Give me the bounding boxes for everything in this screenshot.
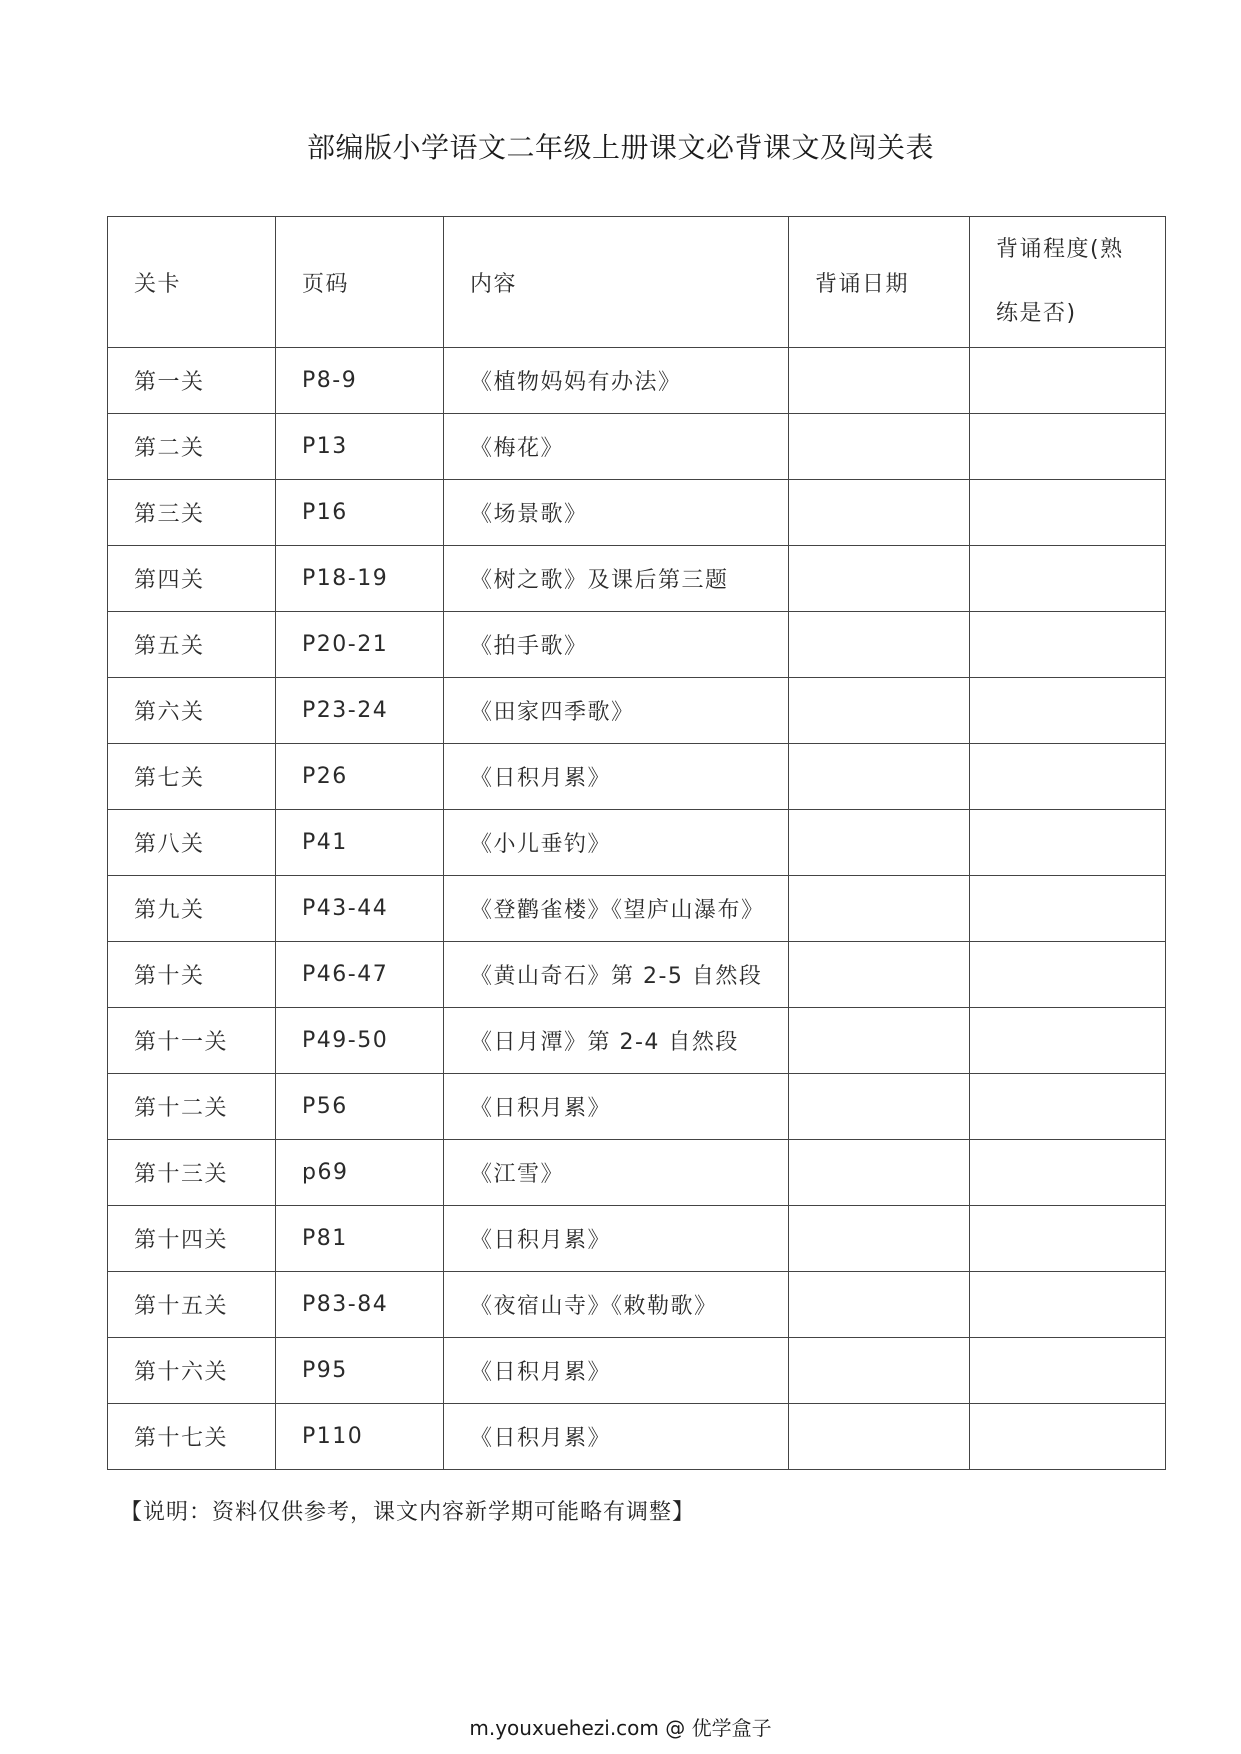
cell-page: P95 — [276, 1338, 444, 1404]
cell-recite-date — [789, 480, 970, 546]
cell-recite-proficiency — [970, 1404, 1166, 1470]
table-row — [108, 942, 1166, 1008]
header-recite-proficiency: 背诵程度(熟练是否) — [970, 217, 1166, 348]
cell-recite-proficiency — [970, 612, 1166, 678]
cell-content: 《拍手歌》 — [444, 612, 789, 678]
cell-recite-proficiency — [970, 414, 1166, 480]
header-page: 页码 — [276, 217, 444, 348]
cell-page: P13 — [276, 414, 444, 480]
cell-content: 《小儿垂钓》 — [444, 810, 789, 876]
cell-level: 第十三关 — [108, 1140, 276, 1206]
table-row — [108, 480, 1166, 546]
cell-content: 《日月潭》第 2-4 自然段 — [444, 1008, 789, 1074]
cell-page: P81 — [276, 1206, 444, 1272]
table-header-row — [108, 217, 1166, 348]
table-row — [108, 546, 1166, 612]
header-content: 内容 — [444, 217, 789, 348]
cell-page: p69 — [276, 1140, 444, 1206]
table-row — [108, 678, 1166, 744]
cell-recite-date — [789, 942, 970, 1008]
cell-recite-proficiency — [970, 1272, 1166, 1338]
cell-content: 《日积月累》 — [444, 1074, 789, 1140]
table-row — [108, 612, 1166, 678]
cell-content: 《日积月累》 — [444, 1338, 789, 1404]
cell-page: P110 — [276, 1404, 444, 1470]
cell-recite-proficiency — [970, 678, 1166, 744]
cell-recite-proficiency — [970, 1338, 1166, 1404]
cell-level: 第十六关 — [108, 1338, 276, 1404]
cell-page: P41 — [276, 810, 444, 876]
cell-level: 第一关 — [108, 348, 276, 414]
cell-recite-proficiency — [970, 1008, 1166, 1074]
cell-page: P43-44 — [276, 876, 444, 942]
cell-page: P46-47 — [276, 942, 444, 1008]
cell-level: 第五关 — [108, 612, 276, 678]
cell-page: P23-24 — [276, 678, 444, 744]
table-row — [108, 1140, 1166, 1206]
cell-recite-proficiency — [970, 1074, 1166, 1140]
cell-level: 第三关 — [108, 480, 276, 546]
table-row — [108, 1008, 1166, 1074]
cell-recite-proficiency — [970, 480, 1166, 546]
cell-level: 第十四关 — [108, 1206, 276, 1272]
cell-level: 第六关 — [108, 678, 276, 744]
table-row — [108, 1074, 1166, 1140]
cell-level: 第十一关 — [108, 1008, 276, 1074]
table-row — [108, 1272, 1166, 1338]
cell-recite-proficiency — [970, 942, 1166, 1008]
cell-page: P20-21 — [276, 612, 444, 678]
cell-level: 第四关 — [108, 546, 276, 612]
cell-content: 《夜宿山寺》《敕勒歌》 — [444, 1272, 789, 1338]
cell-recite-date — [789, 348, 970, 414]
cell-level: 第十关 — [108, 942, 276, 1008]
cell-page: P18-19 — [276, 546, 444, 612]
cell-level: 第九关 — [108, 876, 276, 942]
footer-watermark: m.youxuehezi.com @ 优学盒子 — [469, 1716, 772, 1740]
cell-recite-proficiency — [970, 810, 1166, 876]
cell-recite-date — [789, 1272, 970, 1338]
cell-recite-date — [789, 876, 970, 942]
document-title: 部编版小学语文二年级上册课文必背课文及闯关表 — [306, 131, 934, 164]
cell-recite-date — [789, 810, 970, 876]
cell-content: 《梅花》 — [444, 414, 789, 480]
cell-content: 《场景歌》 — [444, 480, 789, 546]
cell-recite-date — [789, 414, 970, 480]
table-row — [108, 1338, 1166, 1404]
table-row — [108, 744, 1166, 810]
cell-level: 第二关 — [108, 414, 276, 480]
recitation-table — [107, 216, 1166, 1470]
header-level: 关卡 — [108, 217, 276, 348]
cell-page: P83-84 — [276, 1272, 444, 1338]
cell-level: 第十七关 — [108, 1404, 276, 1470]
cell-recite-date — [789, 1404, 970, 1470]
table-row — [108, 810, 1166, 876]
cell-content: 《日积月累》 — [444, 1404, 789, 1470]
cell-page: P49-50 — [276, 1008, 444, 1074]
table-row — [108, 1206, 1166, 1272]
disclaimer-note: 【说明：资料仅供参考，课文内容新学期可能略有调整】 — [120, 1500, 696, 1525]
table-row — [108, 876, 1166, 942]
cell-content: 《树之歌》及课后第三题 — [444, 546, 789, 612]
cell-recite-proficiency — [970, 876, 1166, 942]
cell-recite-date — [789, 1008, 970, 1074]
cell-recite-date — [789, 1140, 970, 1206]
cell-page: P8-9 — [276, 348, 444, 414]
table-row — [108, 414, 1166, 480]
cell-level: 第八关 — [108, 810, 276, 876]
cell-recite-date — [789, 612, 970, 678]
cell-recite-proficiency — [970, 744, 1166, 810]
cell-content: 《登鹳雀楼》《望庐山瀑布》 — [444, 876, 789, 942]
cell-content: 《植物妈妈有办法》 — [444, 348, 789, 414]
cell-recite-date — [789, 1074, 970, 1140]
cell-recite-date — [789, 1206, 970, 1272]
cell-page: P56 — [276, 1074, 444, 1140]
cell-level: 第七关 — [108, 744, 276, 810]
cell-recite-date — [789, 546, 970, 612]
cell-content: 《日积月累》 — [444, 1206, 789, 1272]
cell-content: 《日积月累》 — [444, 744, 789, 810]
cell-recite-date — [789, 1338, 970, 1404]
table-row — [108, 1404, 1166, 1470]
cell-recite-proficiency — [970, 1206, 1166, 1272]
cell-content: 《江雪》 — [444, 1140, 789, 1206]
cell-recite-proficiency — [970, 348, 1166, 414]
cell-level: 第十五关 — [108, 1272, 276, 1338]
table-body — [108, 348, 1166, 1470]
cell-recite-proficiency — [970, 546, 1166, 612]
cell-level: 第十二关 — [108, 1074, 276, 1140]
header-recite-date: 背诵日期 — [789, 217, 970, 348]
cell-recite-date — [789, 744, 970, 810]
cell-page: P26 — [276, 744, 444, 810]
cell-page: P16 — [276, 480, 444, 546]
table-row — [108, 348, 1166, 414]
cell-content: 《田家四季歌》 — [444, 678, 789, 744]
cell-content: 《黄山奇石》第 2-5 自然段 — [444, 942, 789, 1008]
cell-recite-proficiency — [970, 1140, 1166, 1206]
cell-recite-date — [789, 678, 970, 744]
